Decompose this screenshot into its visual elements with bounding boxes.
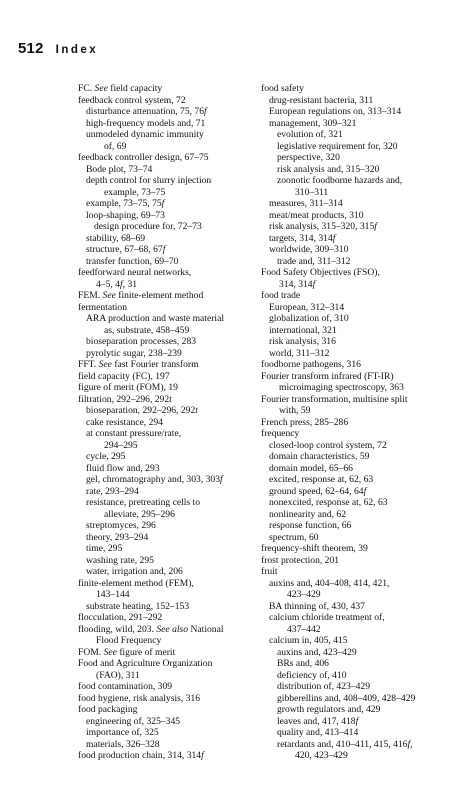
- index-entry: alleviate, 295–296: [104, 508, 175, 520]
- index-entry: risk analysis, 316: [269, 336, 336, 347]
- index-entry: European regulations on, 313–314: [269, 106, 402, 117]
- index-entry: domain model, 65–66: [269, 462, 353, 474]
- index-entry: at constant pressure/rate,: [86, 428, 182, 439]
- index-entry: 437–442: [287, 623, 321, 635]
- index-entry: bioseparation, 292–296, 292t: [86, 405, 198, 416]
- index-entry: fruit: [261, 566, 278, 577]
- index-entry: of, 69: [104, 140, 127, 152]
- index-entry: Food Safety Objectives (FSO),: [261, 267, 380, 278]
- index-entry: quality and, 413–414: [277, 727, 359, 738]
- index-entry: meat/meat products, 310: [269, 209, 364, 221]
- index-entry: closed-loop control system, 72: [269, 439, 387, 451]
- index-entry: zoonotic foodborne hazards and,: [277, 175, 403, 186]
- index-entry: distribution of, 423–429: [277, 681, 371, 692]
- index-entry: water, irrigation and, 206: [86, 566, 183, 577]
- index-entry: materials, 326–328: [86, 738, 160, 750]
- index-entry: evolution of, 321: [277, 129, 343, 140]
- index-entry: management, 309–321: [269, 117, 357, 129]
- index-entry: Food and Agriculture Organization: [78, 658, 213, 669]
- index-entry: international, 321: [269, 324, 337, 336]
- index-entry: 143–144: [96, 589, 130, 600]
- index-entry: food packaging: [78, 704, 138, 715]
- index-entry: spectrum, 60: [269, 531, 319, 543]
- index-entry: engineering of, 325–345: [86, 715, 181, 727]
- index-entry: food trade: [261, 290, 301, 301]
- index-entry: time, 295: [86, 543, 123, 554]
- index-entry: as, substrate, 458–459: [104, 324, 190, 336]
- index-entry: example, 73–75, 75f: [86, 198, 165, 209]
- index-entry: food contamination, 309: [78, 681, 173, 692]
- index-entry: 423–429: [287, 589, 321, 600]
- index-entry: auxins and, 404–408, 414, 421,: [269, 577, 390, 589]
- running-head-title: Index: [55, 44, 99, 56]
- page-number: 512: [18, 40, 44, 57]
- index-entry: transfer function, 69–70: [86, 255, 179, 267]
- index-entry: deficiency of, 410: [277, 669, 347, 681]
- index-entry: BRs and, 406: [277, 658, 329, 669]
- index-entry: importance of, 325: [86, 727, 159, 738]
- index-entry: measures, 311–314: [269, 198, 343, 209]
- index-entry: world, 311–312: [269, 347, 330, 359]
- index-entry: resistance, pretreating cells to: [86, 497, 201, 508]
- index-entry: nonexcited, response at, 62, 63: [269, 497, 388, 508]
- index-column-left: [78, 83, 248, 762]
- index-entry: filtration, 292–296, 292t: [78, 393, 172, 405]
- index-entry: French press, 285–286: [261, 416, 349, 428]
- index-entry: FEM. See finite-element method: [78, 290, 204, 301]
- index-entry: excited, response at, 62, 63: [269, 474, 374, 485]
- index-entry: cake resistance, 294: [86, 416, 163, 428]
- page-header: [18, 40, 98, 57]
- index-entry: globalization of, 310: [269, 313, 349, 324]
- index-entry: FOM. See figure of merit: [78, 646, 176, 658]
- index-entry: flooding, wild, 203. See also National: [78, 623, 224, 635]
- index-entry: ground speed, 62–64, 64f: [269, 485, 367, 497]
- index-entry: 310–311: [295, 186, 329, 198]
- index-entry: FFT. See fast Fourier transform: [78, 359, 199, 370]
- index-entry: microimaging spectroscopy, 363: [279, 382, 404, 393]
- index-entry: BA thinning of, 430, 437: [269, 600, 365, 612]
- index-entry: fermentation: [78, 301, 128, 313]
- index-entry: substrate heating, 152–153: [86, 600, 190, 612]
- index-entry: stability, 68–69: [86, 232, 146, 244]
- index-entry: field capacity (FC), 197: [78, 370, 170, 382]
- index-entry: legislative requirement for, 320: [277, 140, 398, 152]
- index-entry: frost protection, 201: [261, 554, 340, 566]
- index-entry: theory, 293–294: [86, 531, 149, 543]
- index-entry: finite-element method (FEM),: [78, 577, 194, 589]
- index-entry: bioseparation processes, 283: [86, 336, 197, 347]
- index-entry: disturbance attenuation, 75, 76f: [86, 106, 207, 117]
- index-entry: ARA production and waste material: [86, 313, 225, 324]
- index-column-right: [261, 83, 461, 762]
- index-entry: response function, 66: [269, 520, 352, 531]
- index-entry: feedback control system, 72: [78, 94, 186, 106]
- index-entry: trade and, 311–312: [277, 255, 351, 267]
- index-entry: feedback controller design, 67–75: [78, 152, 209, 163]
- index-entry: drug-resistant bacteria, 311: [269, 94, 374, 106]
- index-entry: food hygiene, risk analysis, 316: [78, 692, 201, 704]
- index-entry: cycle, 295: [86, 451, 126, 462]
- index-entry: fluid flow and, 293: [86, 462, 160, 474]
- index-entry: Fourier transform infrared (FT-IR): [261, 370, 394, 382]
- index-entry: nonlinearity and, 62: [269, 508, 346, 520]
- index-entry: example, 73–75: [104, 186, 166, 198]
- index-entry: 420, 423–429: [295, 750, 348, 761]
- index-entry: Flood Frequency: [96, 635, 162, 646]
- index-entry: risk analysis, 315–320, 315f: [269, 221, 377, 232]
- index-entry: depth control for slurry injection: [86, 175, 212, 186]
- index-entry: leaves and, 417, 418f: [277, 715, 359, 727]
- index-entry: structure, 67–68, 67f: [86, 244, 166, 255]
- index-entry: gel, chromatography and, 303, 303f: [86, 474, 223, 485]
- index-entry: auxins and, 423–429: [277, 646, 357, 658]
- index-entry: 4–5, 4f, 31: [96, 278, 138, 290]
- index-entry: targets, 314, 314f: [269, 232, 336, 244]
- index-entry: streptomyces, 296: [86, 520, 156, 531]
- index-entry: perspective, 320: [277, 152, 340, 163]
- index-entry: (FAO), 311: [96, 669, 140, 681]
- index-entry: gibberellins and, 408–409, 428–429: [277, 692, 416, 704]
- index-entry: frequency-shift theorem, 39: [261, 543, 368, 554]
- index-entry: European, 312–314: [269, 301, 345, 313]
- index-entry: food production chain, 314, 314f: [78, 750, 204, 761]
- index-entry: Bode plot, 73–74: [86, 163, 153, 175]
- index-entry: retardants and, 410–411, 415, 416f,: [277, 738, 413, 750]
- index-entry: flocculation, 291–292: [78, 612, 163, 623]
- index-entry: food safety: [261, 83, 304, 94]
- index-entry: 314, 314f: [279, 278, 316, 290]
- index-entry: Fourier transformation, multisine split: [261, 393, 408, 405]
- index-entry: washing rate, 295: [86, 554, 154, 566]
- index-entry: with, 59: [279, 405, 311, 416]
- index-entry: loop-shaping, 69–73: [86, 209, 165, 221]
- index-entry: unmodeled dynamic immunity: [86, 129, 204, 140]
- index-entry: frequency: [261, 428, 300, 439]
- index-entry: design procedure for, 72–73: [94, 221, 202, 232]
- index-entry: calcium in, 405, 415: [269, 635, 348, 646]
- index-entry: high-frequency models and, 71: [86, 117, 206, 129]
- index-entry: FC. See field capacity: [78, 83, 163, 94]
- index-entry: domain characteristics, 59: [269, 451, 370, 462]
- index-entry: 294–295: [104, 439, 138, 451]
- index-entry: growth regulators and, 429: [277, 704, 381, 715]
- index-entry: figure of merit (FOM), 19: [78, 382, 178, 393]
- index-entry: worldwide, 309–310: [269, 244, 349, 255]
- index-entry: rate, 293–294: [86, 485, 139, 497]
- index-entry: feedforward neural networks,: [78, 267, 192, 278]
- index-entry: pyrolytic sugar, 238–239: [86, 347, 182, 359]
- index-entry: risk analysis and, 315–320: [277, 163, 380, 175]
- index-entry: calcium chloride treatment of,: [269, 612, 385, 623]
- index-entry: foodborne pathogens, 316: [261, 359, 361, 370]
